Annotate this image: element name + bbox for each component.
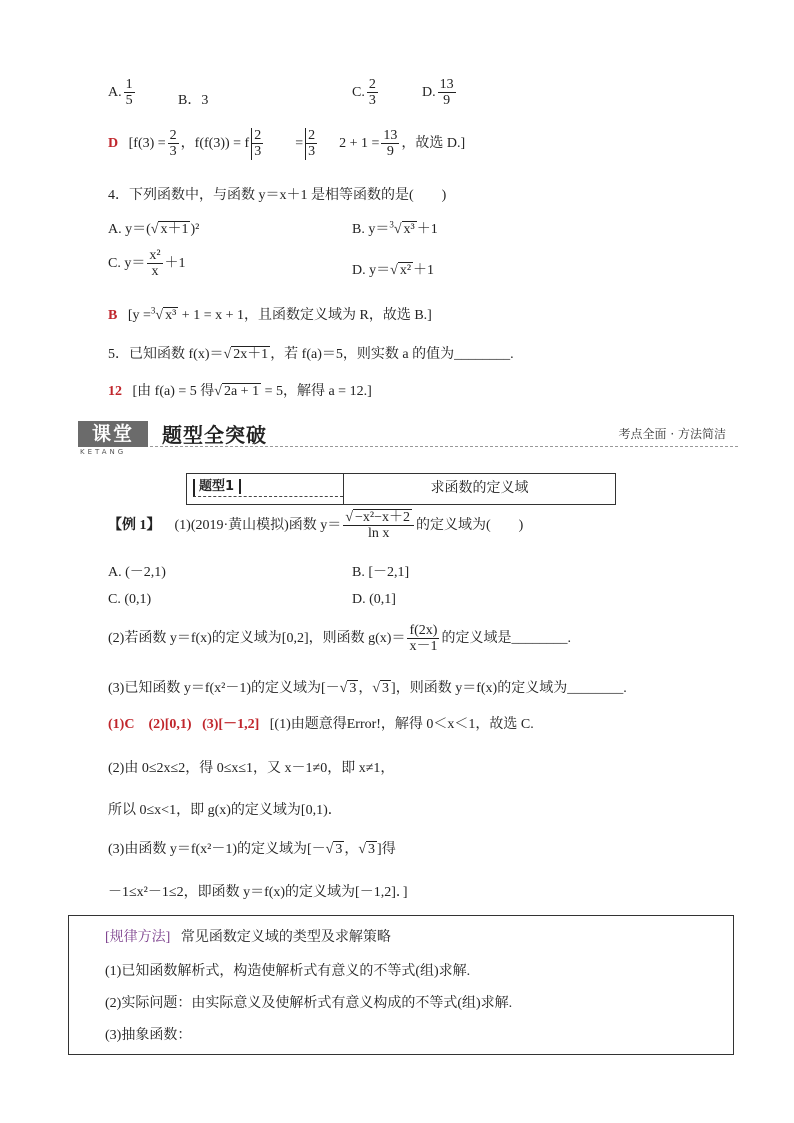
q4-stem: 4．下列函数中，与函数 y＝x＋1 是相等函数的是( ): [108, 188, 447, 203]
answer-1: (1)C: [108, 717, 135, 732]
q4-option-c: C. y＝ $\frac{\text{x²}}{x}$ ＋1: [108, 248, 186, 280]
q5-answer: 12 [由 f(a) = 5 得√ 2a + 1 = 5，解得 a = 12.]: [108, 380, 372, 400]
solution-line4: (3)由函数 y＝f(x²－1)的定义域为[－√ 3 ，√ 3 ]得: [108, 838, 396, 858]
answer-letter: D: [108, 136, 119, 152]
type-tag-cell: [187, 474, 344, 504]
q3-answer: D [f(3) = $\frac{2}{3}$ ，f(f(3)) = f $\frac{2}{3}$ = $\frac{2}{3}$ 2 + 1 = $\frac{13}{9}$ ，故选 D.]: [108, 128, 466, 160]
q3-option-b: B．3: [178, 93, 209, 108]
section-title: 题型全突破: [162, 423, 267, 447]
solution-line2: (2)由 0≤2x≤2，得 0≤x≤1，又 x－1≠0，即 x≠1，: [108, 761, 395, 776]
answer-value: 12: [108, 384, 122, 399]
method-tag: [规律方法]: [105, 930, 171, 945]
solution-line1: (1)C (2)[0,1) (3)[－1,2] [(1)由题意得Error!，解得 0＜x＜1，故选 C.: [108, 717, 534, 732]
q3-option-a: A. $\frac{1}{5}$: [108, 77, 133, 109]
q4-answer: B [y =$^3$√ x³ + 1 = x + 1，且函数定义域为 R，故选 B.]: [108, 304, 432, 324]
method-line1: (1)已知函数解析式，构造使解析式有意义的不等式(组)求解.: [105, 964, 471, 979]
example1-option-b: B. [－2,1]: [352, 565, 410, 580]
q5-stem: 5．已知函数 f(x)＝√ 2x＋1 ，若 f(a)＝5，则实数 a 的值为________.: [108, 343, 514, 363]
method-header: [105, 926, 391, 946]
q4-option-a: A. y＝(√ x＋1 )²: [108, 218, 199, 238]
q3-option-d: D. $\frac{13}{9}$: [422, 77, 454, 109]
method-line2: (2)实际问题：由实际意义及使解析式有意义构成的不等式(组)求解.: [105, 996, 513, 1011]
answer-3: (3)[－1,2]: [202, 717, 260, 732]
type-tag-title: 求函数的定义域: [430, 480, 529, 496]
example1-part3: (3)已知函数 y＝f(x²－1)的定义域为[－√ 3 ，√ 3 ]，则函数 y＝f(x)的定义域为________.: [108, 677, 627, 697]
ketang-label: 课堂: [78, 421, 148, 447]
banner-divider: [150, 446, 738, 447]
type-tag-table: [186, 473, 616, 505]
method-title: 常见函数定义域的类型及求解策略: [180, 930, 391, 945]
solution-line5: －1≤x²－1≤2，即函数 y＝f(x)的定义域为[－1,2]．]: [108, 885, 408, 900]
example1-option-d: D. (0,1]: [352, 592, 396, 607]
q4-option-d: D. y＝√ x² ＋1: [352, 259, 434, 279]
example1-option-c: C. (0,1): [108, 592, 152, 607]
method-box: [68, 915, 734, 1055]
example1-part2: (2)若函数 y＝f(x)的定义域为[0,2]，则函数 g(x)＝ $\frac{f(2x)}{x-1}$ 的定义域是________.: [108, 623, 571, 655]
answer-2: (2)[0,1): [148, 717, 192, 732]
example1-option-a: A. (－2,1): [108, 565, 166, 580]
section-banner: [78, 419, 738, 455]
solution-line3: 所以 0≤x<1，即 g(x)的定义域为[0,1)．: [108, 803, 342, 818]
q3-option-c: C. $\frac{2}{3}$: [352, 77, 376, 109]
example-label: 【例 1】: [108, 518, 161, 534]
q4-option-b: B. y＝$^3$√ x³ ＋1: [352, 218, 438, 238]
section-slogan: 考点全面 · 方法简洁: [618, 427, 726, 441]
type-tag-label: 题型1: [193, 479, 343, 497]
ketang-sublabel: KETANG: [80, 448, 127, 456]
example1-part1: 【例 1】 (1)(2019·黄山模拟)函数 y＝ √ $\frac{\text{−x²−x＋2}}{\text{ln x}}$ 的定义域为( ): [108, 510, 523, 542]
answer-letter: B: [108, 308, 118, 323]
method-line3: (3)抽象函数：: [105, 1028, 192, 1043]
